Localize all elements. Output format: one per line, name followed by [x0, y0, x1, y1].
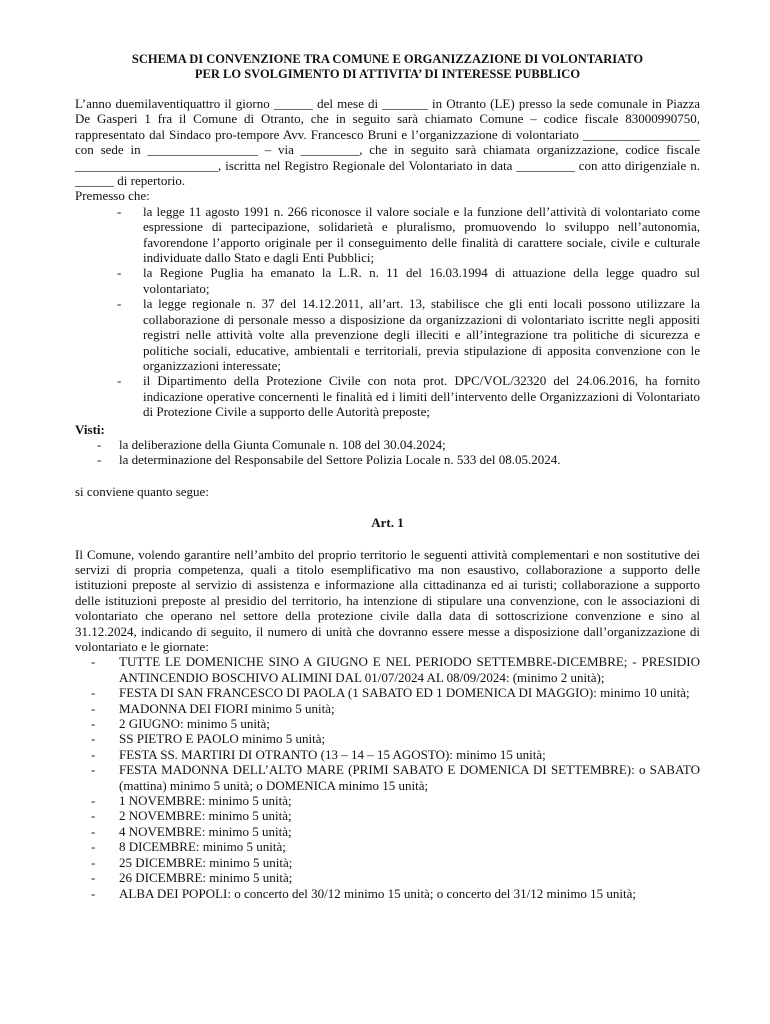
list-bullet: - — [91, 793, 96, 809]
giornata-item-text: FESTA DI SAN FRANCESCO DI PAOLA (1 SABATO ED 1 DOMENICA DI MAGGIO): minimo 10 unità; — [119, 685, 690, 701]
giornata-item-text: 2 NOVEMBRE: minimo 5 unità; — [119, 808, 292, 824]
giornata-item — [75, 839, 700, 854]
list-bullet: - — [91, 700, 96, 716]
giornata-item — [75, 855, 700, 870]
list-bullet: - — [91, 885, 96, 901]
article-heading: Art. 1 — [371, 515, 404, 531]
list-bullet: - — [97, 452, 102, 468]
premesso-list — [75, 204, 700, 420]
premesso-item-text: la legge 11 agosto 1991 n. 266 riconosce il valore sociale e la funzione dell’attività di volontariato come espressione di partecipazione, solidarietà e pluralismo, promuovendo lo sviluppo nell’autonomia, favorendone l’apporto originale per il conseguimento delle finalità di carattere sociale, civile e culturale individuate dallo Stato e dagli Enti Pubblici; — [143, 203, 700, 266]
premesso-item — [75, 373, 700, 419]
list-bullet: - — [91, 854, 96, 870]
giornata-item-text: FESTA MADONNA DELL’ALTO MARE (PRIMI SABATO E DOMENICA DI SETTEMBRE): o SABATO (mattina) minimo 5 unità; o DOMENICA minimo 15 unità; — [119, 762, 700, 793]
premesso-item — [75, 204, 700, 266]
visti-item-text: la determinazione del Responsabile del Settore Polizia Locale n. 533 del 08.05.2024. — [119, 452, 561, 468]
giornata-item — [75, 824, 700, 839]
list-bullet: - — [91, 762, 96, 778]
giornata-item-text: SS PIETRO E PAOLO minimo 5 unità; — [119, 731, 326, 747]
giornata-item — [75, 870, 700, 885]
giornata-item-text: 26 DICEMBRE: minimo 5 unità; — [119, 870, 293, 886]
title-line-2: PER LO SVOLGIMENTO DI ATTIVITA’ DI INTERESSE PUBBLICO — [194, 67, 581, 81]
list-bullet: - — [91, 731, 96, 747]
giornata-item — [75, 886, 700, 901]
list-bullet: - — [91, 685, 96, 701]
giornata-item-text: 4 NOVEMBRE: minimo 5 unità; — [119, 823, 292, 839]
list-bullet: - — [97, 436, 102, 452]
list-bullet: - — [91, 808, 96, 824]
premesso-item-text: il Dipartimento della Protezione Civile con nota prot. DPC/VOL/32320 del 24.06.2016, ha fornito indicazione operative concernenti le finalità ed i limiti dell’intervento delle Organizzazioni di Volontariato di Protezione Civile a supporto delle Autorità preposte; — [143, 373, 700, 420]
giornata-item-text: MADONNA DEI FIORI minimo 5 unità; — [119, 700, 335, 716]
article-1-paragraph: Il Comune, volendo garantire nell’ambito del proprio territorio le seguenti attività complementari e non sostitutive dei servizi di propria competenza, quali a titolo esemplificativo ma non esaustivo, collaborazione a supporto delle istituzioni preposte al servizio di assistenza e informazione alla cittadinanza ed ai turisti; collaborazione a supporto delle istituzioni preposte al presidio del territorio, ha intenzione di stipulare una convenzione, con le associazioni di volontariato che operano nel settore della protezione civile dalla data di sottoscrizione convenzione e sino al 31.12.2024, indicando di seguito, il numero di unità che dovranno essere messe a disposizione dall’organizzazione di volontariato e le giornate: — [75, 546, 700, 654]
visti-item — [75, 437, 700, 452]
visti-item-text: la deliberazione della Giunta Comunale n. 108 del 30.04.2024; — [119, 436, 446, 452]
premesso-item-text: la legge regionale n. 37 del 14.12.2011, all’art. 13, stabilisce che gli enti locali possono utilizzare la collaborazione di personale messo a disposizione da organizzazioni di volontariato iscritte negli appositi registri nelle attività volte alla prevenzione degli illeciti e all’integrazione tra politiche di sicurezza e politiche sociali, educative, ambientali e territoriali, previa stipulazione di apposita convenzione con le organizzazioni interessate; — [143, 296, 700, 373]
giornata-item — [75, 731, 700, 746]
giornata-item — [75, 747, 700, 762]
title-line-1: SCHEMA DI CONVENZIONE TRA COMUNE E ORGANIZZAZIONE DI VOLONTARIATO — [131, 52, 644, 66]
list-bullet: - — [91, 823, 96, 839]
giornata-item-text: 2 GIUGNO: minimo 5 unità; — [119, 716, 270, 732]
list-bullet: - — [117, 265, 122, 281]
list-bullet: - — [117, 203, 122, 219]
giornata-item — [75, 808, 700, 823]
conviene-paragraph: si conviene quanto segue: — [75, 483, 209, 499]
visti-item — [75, 452, 700, 467]
giornata-item — [75, 793, 700, 808]
giornata-item — [75, 654, 700, 685]
list-bullet: - — [117, 296, 122, 312]
list-bullet: - — [117, 373, 122, 389]
intro-paragraph: L’anno duemilaventiquattro il giorno ______ del mese di _______ in Otranto (LE) presso la sede comunale in Piazza De Gasperi 1 fra il Comune di Otranto, che in seguito sarà chiamato Comune – codice fiscale 83000990750, rappresentato dal Sindaco pro-tempore Avv. Francesco Bruni e l’organizzazione di volontariato __________________ con sede in _________________ – via _________, che in seguito sarà chiamata organizzazione, codice fiscale ______________________, iscritta nel Registro Regionale del Volontariato in data _________ con atto dirigenziale n. ______ di repertorio. — [75, 96, 700, 189]
giornata-item-text: 1 NOVEMBRE: minimo 5 unità; — [119, 793, 292, 809]
list-bullet: - — [91, 716, 96, 732]
document-title — [75, 52, 700, 82]
giornata-item-text: TUTTE LE DOMENICHE SINO A GIUGNO E NEL PERIODO SETTEMBRE-DICEMBRE; - PRESIDIO ANTINCENDIO BOSCHIVO ALIMINI DAL 01/07/2024 AL 08/09/2024: (minimo 2 unità); — [119, 654, 700, 685]
visti-list — [75, 437, 700, 468]
giornata-item — [75, 701, 700, 716]
giornata-item — [75, 716, 700, 731]
giornata-item-text: FESTA SS. MARTIRI DI OTRANTO (13 – 14 – 15 AGOSTO): minimo 15 unità; — [119, 746, 546, 762]
premesso-label: Premesso che: — [75, 188, 150, 204]
list-bullet: - — [91, 870, 96, 886]
giornata-item-text: 8 DICEMBRE: minimo 5 unità; — [119, 839, 286, 855]
premesso-item-text: la Regione Puglia ha emanato la L.R. n. 11 del 16.03.1994 di attuazione della legge quadro sul volontariato; — [143, 265, 700, 296]
giornata-item — [75, 685, 700, 700]
list-bullet: - — [91, 746, 96, 762]
giornata-item-text: ALBA DEI POPOLI: o concerto del 30/12 minimo 15 unità; o concerto del 31/12 minimo 15 unità; — [119, 885, 637, 901]
giornata-item — [75, 762, 700, 793]
list-bullet: - — [91, 654, 96, 670]
giornata-item-text: 25 DICEMBRE: minimo 5 unità; — [119, 854, 293, 870]
list-bullet: - — [91, 839, 96, 855]
visti-label: Visti: — [75, 421, 105, 437]
premesso-item — [75, 296, 700, 373]
giornate-list — [75, 654, 700, 901]
premesso-item — [75, 265, 700, 296]
